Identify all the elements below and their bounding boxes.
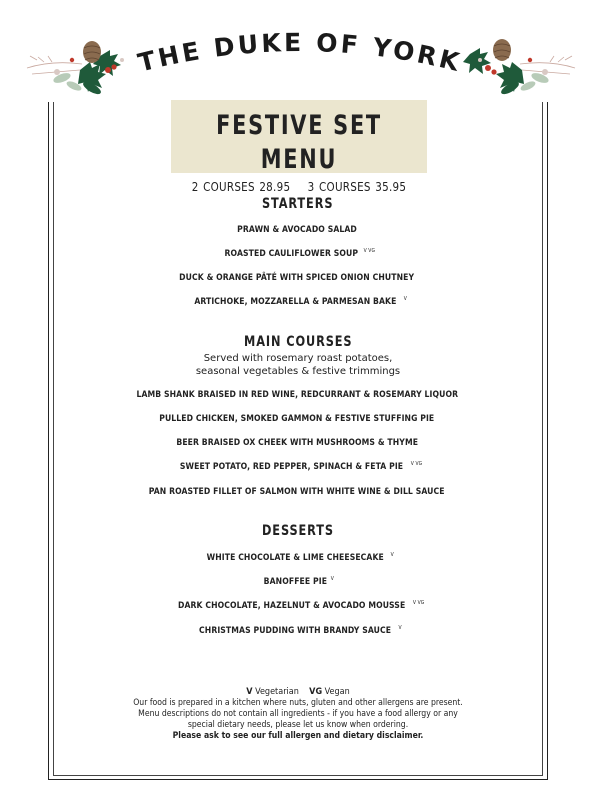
- mains-description: Served with rosemary roast potatoes, seasonal vegetables & festive trimmings: [195, 353, 401, 377]
- venue-name: THE DUKE OF YORK: [135, 27, 465, 78]
- menu-item: BEER BRAISED OX CHEEK WITH MUSHROOMS & THYME: [176, 438, 418, 448]
- menu-item: DUCK & ORANGE PÂTÉ WITH SPICED ONION CHUTNEY: [179, 273, 415, 283]
- desserts-title: DESSERTS: [262, 523, 334, 539]
- menu-item: ARTICHOKE, MOZZARELLA & PARMESAN BAKE $^V$: [194, 296, 407, 307]
- menu-item: PAN ROASTED FILLET OF SALMON WITH WHITE WINE & DILL SAUCE: [149, 487, 445, 497]
- mains-title: MAIN COURSES: [243, 334, 353, 350]
- menu-item: BANOFFEE PIE $^V$: [263, 576, 334, 587]
- menu-item: CHRISTMAS PUDDING WITH BRANDY SAUCE $^V$: [199, 625, 402, 636]
- menu-item: PRAWN & AVOCADO SALAD: [237, 225, 357, 235]
- starters-title: STARTERS: [262, 196, 334, 212]
- menu-item: PULLED CHICKEN, SMOKED GAMMON & FESTIVE STUFFING PIE: [159, 414, 435, 424]
- menu-item: ROASTED CAULIFLOWER SOUP $^{V VG}$: [224, 248, 376, 259]
- menu-item: LAMB SHANK BRAISED IN RED WINE, REDCURRANT & ROSEMARY LIQUOR: [136, 390, 458, 400]
- diet-legend: V Vegetarian VG Vegan: [246, 687, 350, 697]
- menu-item: WHITE CHOCOLATE & LIME CHEESECAKE $^V$: [206, 552, 394, 563]
- banner-title: FESTIVE SET MENU: [216, 110, 382, 175]
- menu-item: DARK CHOCOLATE, HAZELNUT & AVOCADO MOUSSE $^{V VG}$: [177, 600, 425, 611]
- menu-content: [53, 0, 543, 800]
- two-courses-price: 2 COURSES 28.95: [191, 179, 291, 194]
- three-courses-price: 3 COURSES 35.95: [307, 179, 407, 194]
- allergen-footer: V Vegetarian VG Vegan Our food is prepared in a kitchen where nuts, gluten and other allergens are present. Menu descriptions do not contain all ingredients - if you have a food allergy or any special dietary needs, please let us know when ordering. Please ask to see our full allergen and dietary disclaimer.: [53, 687, 543, 742]
- menu-item: SWEET POTATO, RED PEPPER, SPINACH & FETA PIE $^{V VG}$: [179, 461, 423, 472]
